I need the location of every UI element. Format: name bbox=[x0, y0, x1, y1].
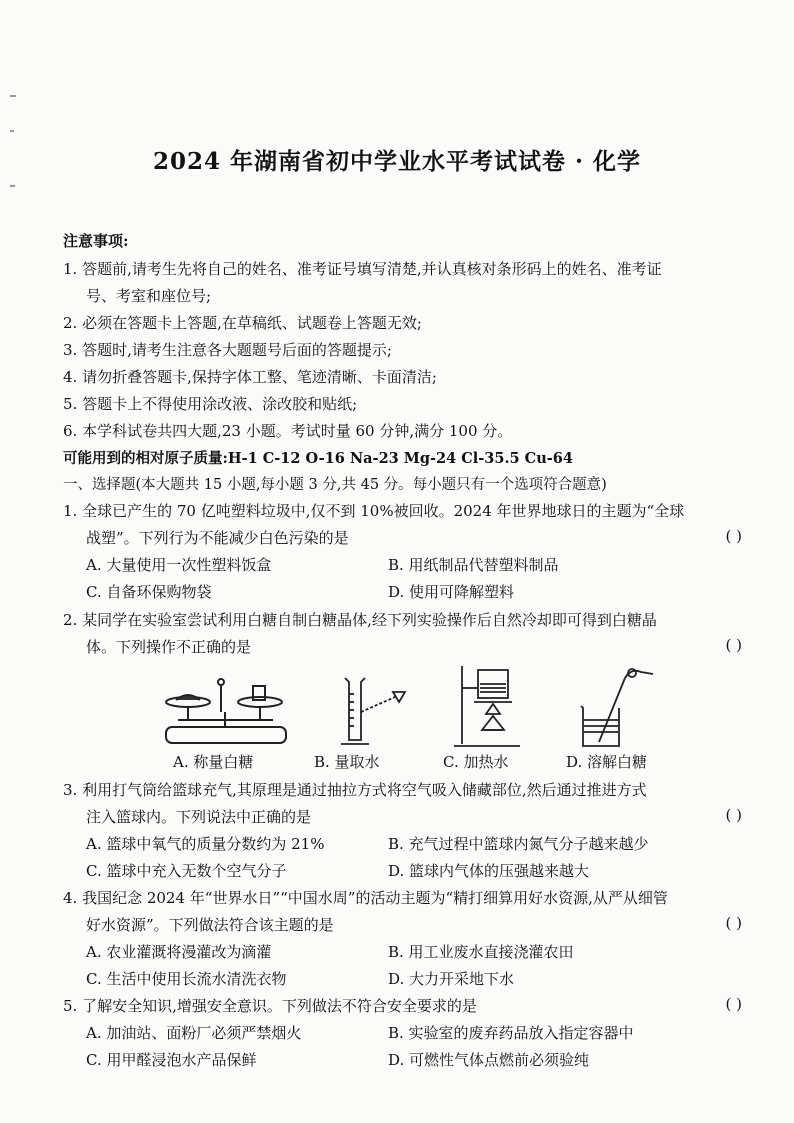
q3-option-d[interactable]: D. 篮球内气体的压强越来越大 bbox=[388, 862, 590, 880]
exam-title: 2024 年湖南省初中学业水平考试试卷 · 化学 bbox=[152, 148, 642, 175]
question-4-stem-cont: 好水资源”。下列做法符合该主题的是 bbox=[86, 916, 334, 934]
question-2-stem: 2. 某同学在实验室尝试利用白糖自制白糖晶体,经下列实验操作后自然冷却即可得到白糖晶 bbox=[63, 611, 657, 629]
note-item: 6. 本学科试卷共四大题,23 小题。考试时量 60 分钟,满分 100 分。 bbox=[63, 422, 513, 440]
scan-mark bbox=[10, 95, 16, 97]
question-3-stem: 3. 利用打气筒给篮球充气,其原理是通过抽拉方式将空气吸入储藏部位,然后通过推进方式 bbox=[63, 781, 647, 799]
answer-bracket[interactable]: ( ) bbox=[725, 527, 742, 545]
q5-option-b[interactable]: B. 实验室的废弃药品放入指定容器中 bbox=[388, 1024, 634, 1042]
question-4-stem: 4. 我国纪念 2024 年“世界水日”“中国水周”的活动主题为“精打细算用好水资源,从严从细管 bbox=[63, 889, 668, 907]
q3-option-c[interactable]: C. 篮球中充入无数个空气分子 bbox=[86, 862, 287, 880]
scan-mark bbox=[10, 185, 15, 187]
heating-apparatus-figure bbox=[450, 662, 525, 750]
q1-option-b[interactable]: B. 用纸制品代替塑料制品 bbox=[388, 556, 559, 574]
answer-bracket[interactable]: ( ) bbox=[725, 995, 742, 1013]
answer-bracket[interactable]: ( ) bbox=[725, 636, 742, 654]
note-item: 4. 请勿折叠答题卡,保持字体工整、笔迹清晰、卡面清洁; bbox=[63, 368, 437, 386]
answer-bracket[interactable]: ( ) bbox=[725, 806, 742, 824]
q4-option-d[interactable]: D. 大力开采地下水 bbox=[388, 970, 515, 988]
question-3-stem-cont: 注入篮球内。下列说法中正确的是 bbox=[86, 808, 312, 826]
figure-caption-d: D. 溶解白糖 bbox=[566, 753, 648, 771]
q4-option-c[interactable]: C. 生活中使用长流水清洗衣物 bbox=[86, 970, 287, 988]
q1-option-c[interactable]: C. 自备环保购物袋 bbox=[86, 583, 212, 601]
atomic-masses: 可能用到的相对原子质量:H-1 C-12 O-16 Na-23 Mg-24 Cl-35.5 Cu-64 bbox=[63, 450, 573, 467]
scan-mark bbox=[10, 130, 14, 132]
q4-option-a[interactable]: A. 农业灌溉将漫灌改为滴灌 bbox=[86, 943, 272, 961]
graduated-cylinder-figure bbox=[335, 672, 430, 750]
note-item: 3. 答题时,请考生注意各大题题号后面的答题提示; bbox=[63, 341, 392, 359]
dissolving-figure bbox=[575, 666, 665, 750]
q5-option-a[interactable]: A. 加油站、面粉厂必须严禁烟火 bbox=[86, 1024, 302, 1042]
q5-option-c[interactable]: C. 用甲醛浸泡水产品保鲜 bbox=[86, 1051, 257, 1069]
question-1-stem-cont: 战塑”。下列行为不能减少白色污染的是 bbox=[86, 529, 349, 547]
question-5-stem: 5. 了解安全知识,增强安全意识。下列做法不符合安全要求的是 bbox=[63, 997, 477, 1015]
section-heading: 一、选择题(本大题共 15 小题,每小题 3 分,共 45 分。每小题只有一个选项符合题意) bbox=[63, 477, 607, 493]
note-item: 1. 答题前,请考生先将自己的姓名、准考证号填写清楚,并认真核对条形码上的姓名、准考证 bbox=[63, 260, 662, 278]
q1-option-a[interactable]: A. 大量使用一次性塑料饭盒 bbox=[86, 556, 272, 574]
q5-option-d[interactable]: D. 可燃性气体点燃前必须验纯 bbox=[388, 1051, 590, 1069]
question-1-stem: 1. 全球已产生的 70 亿吨塑料垃圾中,仅不到 10%被回收。2024 年世界地球日的主题为“全球 bbox=[63, 502, 685, 520]
notes-heading: 注意事项: bbox=[63, 232, 129, 250]
balance-scale-figure bbox=[158, 672, 293, 747]
q3-option-a[interactable]: A. 篮球中氧气的质量分数约为 21% bbox=[86, 835, 325, 853]
note-item: 5. 答题卡上不得使用涂改液、涂改胶和贴纸; bbox=[63, 395, 358, 413]
figure-caption-a: A. 称量白糖 bbox=[173, 753, 254, 771]
q4-option-b[interactable]: B. 用工业废水直接浇灌农田 bbox=[388, 943, 574, 961]
q1-option-d[interactable]: D. 使用可降解塑料 bbox=[388, 583, 515, 601]
question-2-stem-cont: 体。下列操作不正确的是 bbox=[86, 638, 252, 656]
answer-bracket[interactable]: ( ) bbox=[725, 914, 742, 932]
note-item: 2. 必须在答题卡上答题,在草稿纸、试题卷上答题无效; bbox=[63, 314, 422, 332]
q3-option-b[interactable]: B. 充气过程中篮球内氮气分子越来越少 bbox=[388, 835, 649, 853]
figure-caption-b: B. 量取水 bbox=[314, 753, 380, 771]
note-item: 号、考室和座位号; bbox=[86, 287, 212, 305]
figure-caption-c: C. 加热水 bbox=[443, 753, 509, 771]
